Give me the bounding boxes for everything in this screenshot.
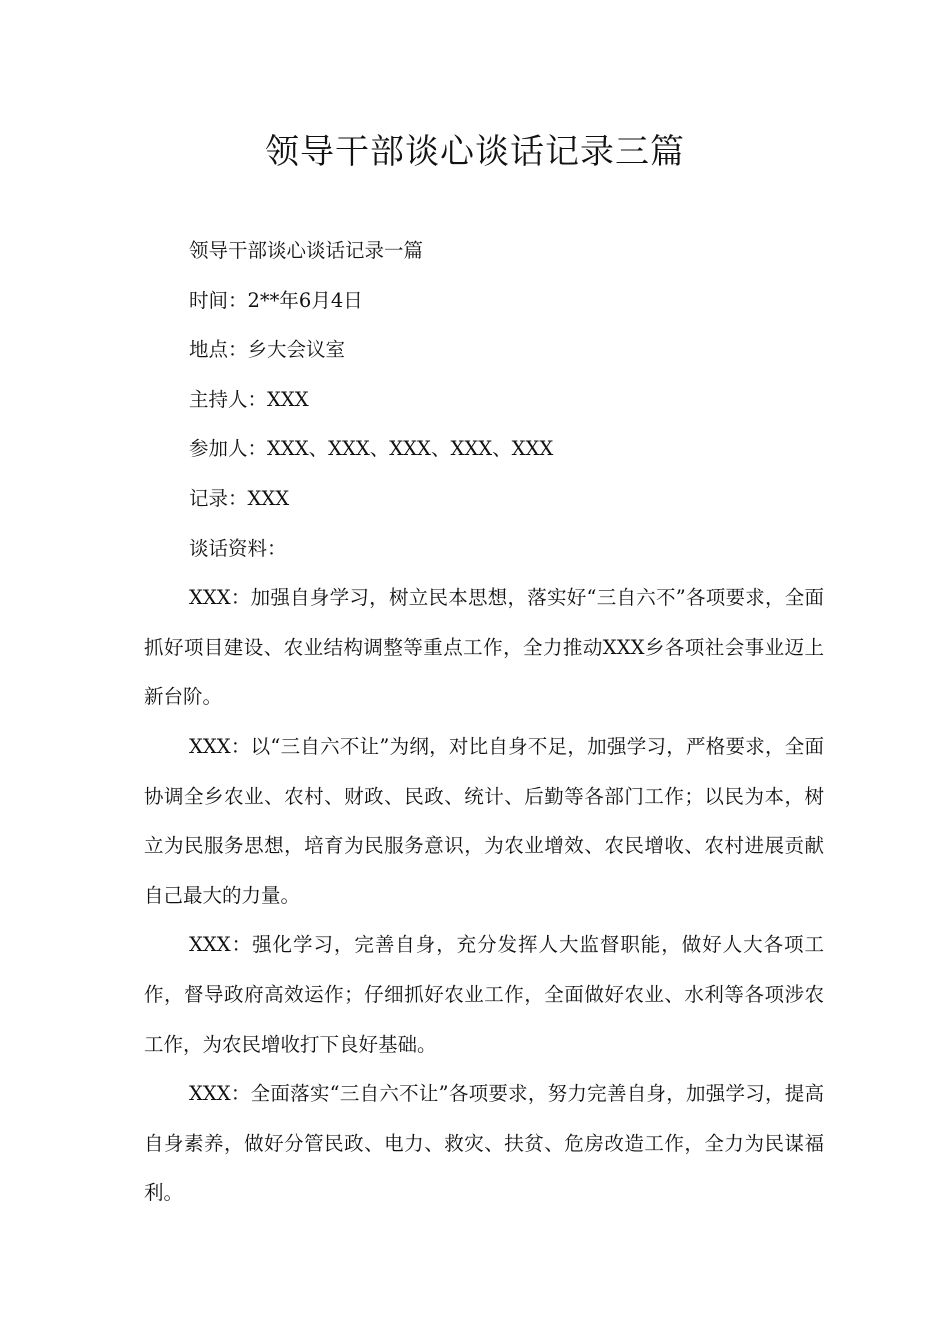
- document-title: 领导干部谈心谈话记录三篇: [265, 132, 685, 172]
- meeting-participants: 参加人：XXX、XXX、XXX、XXX、XXX: [189, 437, 554, 461]
- meeting-time: 时间：2**年6月4日: [189, 288, 363, 312]
- document-subtitle: 领导干部谈心谈话记录一篇: [189, 239, 424, 262]
- meeting-recorder: 记录：XXX: [189, 486, 290, 510]
- statement-paragraph: XXX：强化学习，完善自身，充分发挥人大监督职能，做好人大各项工作，督导政府高效运作；仔细抓好农业工作，全面做好农业、水利等各项涉农工作，为农民增收打下良好基础。: [144, 933, 824, 1056]
- statement-paragraph: XXX：以“三自六不让”为纲，对比自身不足，加强学习，严格要求，全面协调全乡农业、农村、财政、民政、统计、后勤等各部门工作；以民为本，树立为民服务思想，培育为民服务意识，为农业增效、农民增收、农村进展贡献自己最大的力量。: [144, 734, 824, 907]
- meeting-host: 主持人：XXX: [189, 387, 309, 411]
- statement-paragraph: XXX：全面落实“三自六不让”各项要求，努力完善自身，加强学习，提高自身素养，做好分管民政、电力、救灾、扶贫、危房改造工作，全力为民谋福利。: [144, 1082, 824, 1205]
- materials-label: 谈话资料：: [189, 536, 287, 560]
- meeting-location: 地点：乡大会议室: [189, 338, 346, 362]
- statement-paragraph: XXX：加强自身学习，树立民本思想，落实好“三自六不”各项要求，全面抓好项目建设、农业结构调整等重点工作，全力推动XXX乡各项社会事业迈上新台阶。: [144, 586, 824, 709]
- document-body: [144, 226, 824, 1218]
